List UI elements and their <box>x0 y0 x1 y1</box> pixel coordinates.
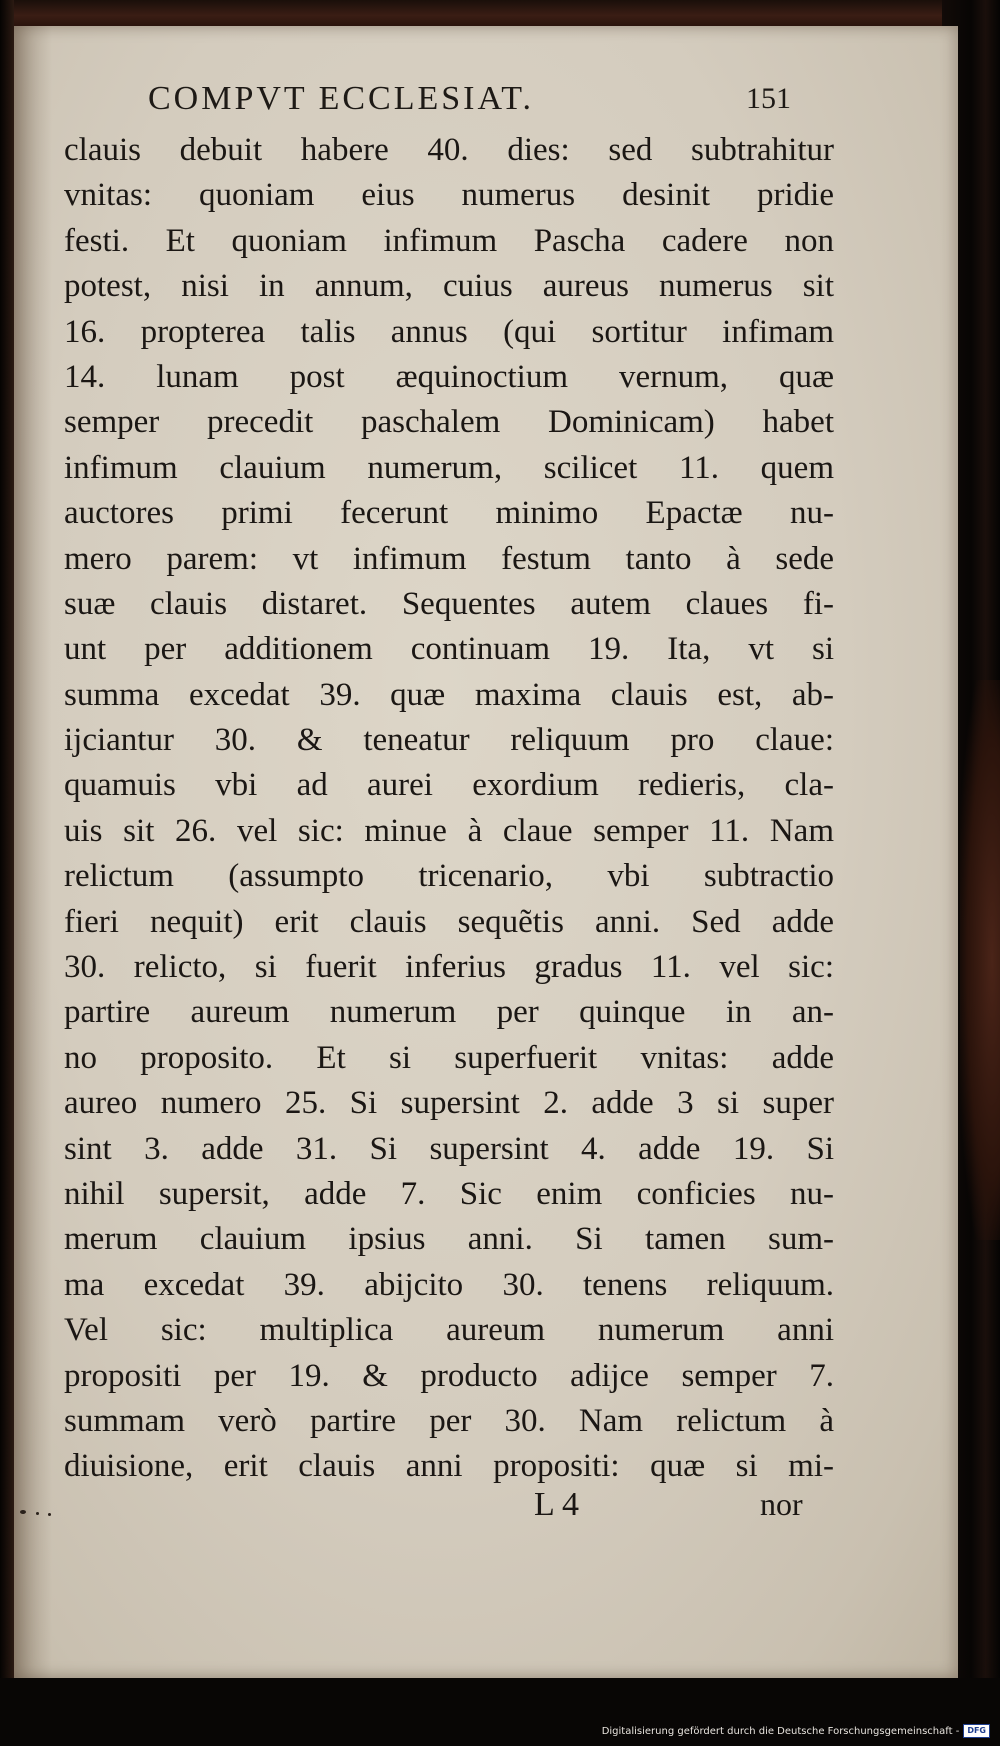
text-line: auctores primi fecerunt minimo Epactæ nu- <box>64 495 834 532</box>
text-line: diuisione, erit clauis anni propositi: quæ si mi- <box>64 1448 834 1485</box>
text-line: merum clauium ipsius anni. Si tamen sum- <box>64 1221 834 1258</box>
text-line: summa excedat 39. quæ maxima clauis est, ab- <box>64 676 834 713</box>
text-line: 14. lunam post æquinoctium vernum, quæ <box>64 358 834 395</box>
text-line: quamuis vbi ad aurei exordium redieris, cla- <box>64 767 834 804</box>
dfg-logo-icon: DFG <box>963 1724 990 1738</box>
text-line: sint 3. adde 31. Si supersint 4. adde 19. Si <box>64 1130 834 1167</box>
text-line: unt per additionem continuam 19. Ita, vt si <box>64 631 834 668</box>
text-line: ma excedat 39. abijcito 30. tenens reliquum. <box>64 1266 834 1303</box>
text-line: 16. propterea talis annus (qui sortitur infimam <box>64 313 834 350</box>
thumb-shadow <box>960 680 1000 1240</box>
book-page <box>14 26 958 1678</box>
text-line: vnitas: quoniam eius numerus desinit pridie <box>64 177 834 214</box>
left-binding-edge <box>0 0 14 1746</box>
ink-speck <box>48 1513 51 1516</box>
gutter-shade <box>14 26 52 1678</box>
text-line: festi. Et quoniam infimum Pascha cadere non <box>64 222 834 259</box>
scan-bottom-band <box>0 1678 1000 1746</box>
running-head-title: COMPVT ECCLESIAT. <box>148 80 535 117</box>
signature-mark: L 4 <box>534 1486 580 1523</box>
text-line: mero parem: vt infimum festum tanto à sede <box>64 540 834 577</box>
text-line: semper precedit paschalem Dominicam) habet <box>64 404 834 441</box>
text-line: aureo numero 25. Si supersint 2. adde 3 si super <box>64 1085 834 1122</box>
credit-text: Digitalisierung gefördert durch die Deutsche Forschungsgemeinschaft - <box>601 1725 960 1737</box>
text-line: partire aureum numerum per quinque in an- <box>64 994 834 1031</box>
ink-speck <box>20 1510 26 1514</box>
text-line: fieri nequit) erit clauis sequẽtis anni. Sed adde <box>64 903 834 940</box>
text-line: 30. relicto, si fuerit inferius gradus 11. vel sic: <box>64 949 834 986</box>
text-line: suæ clauis distaret. Sequentes autem claues fi- <box>64 585 834 622</box>
page-footer <box>14 1486 854 1526</box>
text-line: uis sit 26. vel sic: minue à claue semper 11. Nam <box>64 812 834 849</box>
text-line: infimum clauium numerum, scilicet 11. quem <box>64 449 834 486</box>
text-line: potest, nisi in annum, cuius aureus numerus sit <box>64 268 834 305</box>
text-line: summam verò partire per 30. Nam relictum à <box>64 1402 834 1439</box>
funding-credit <box>602 1724 990 1738</box>
ink-speck <box>36 1512 39 1515</box>
text-line: relictum (assumpto tricenario, vbi subtractio <box>64 858 834 895</box>
running-head <box>14 80 854 120</box>
text-line: nihil supersit, adde 7. Sic enim conficies nu- <box>64 1175 834 1212</box>
text-line: Vel sic: multiplica aureum numerum anni <box>64 1312 834 1349</box>
text-line: propositi per 19. & producto adijce semper 7. <box>64 1357 834 1394</box>
text-line: ijciantur 30. & teneatur reliquum pro claue: <box>64 722 834 759</box>
text-line: clauis debuit habere 40. dies: sed subtrahitur <box>64 132 834 168</box>
top-binding-edge <box>0 0 1000 26</box>
page-number: 151 <box>746 82 791 115</box>
text-line: no proposito. Et si superfuerit vnitas: adde <box>64 1039 834 1076</box>
body-text <box>64 128 834 1490</box>
catchword: nor <box>760 1486 803 1522</box>
